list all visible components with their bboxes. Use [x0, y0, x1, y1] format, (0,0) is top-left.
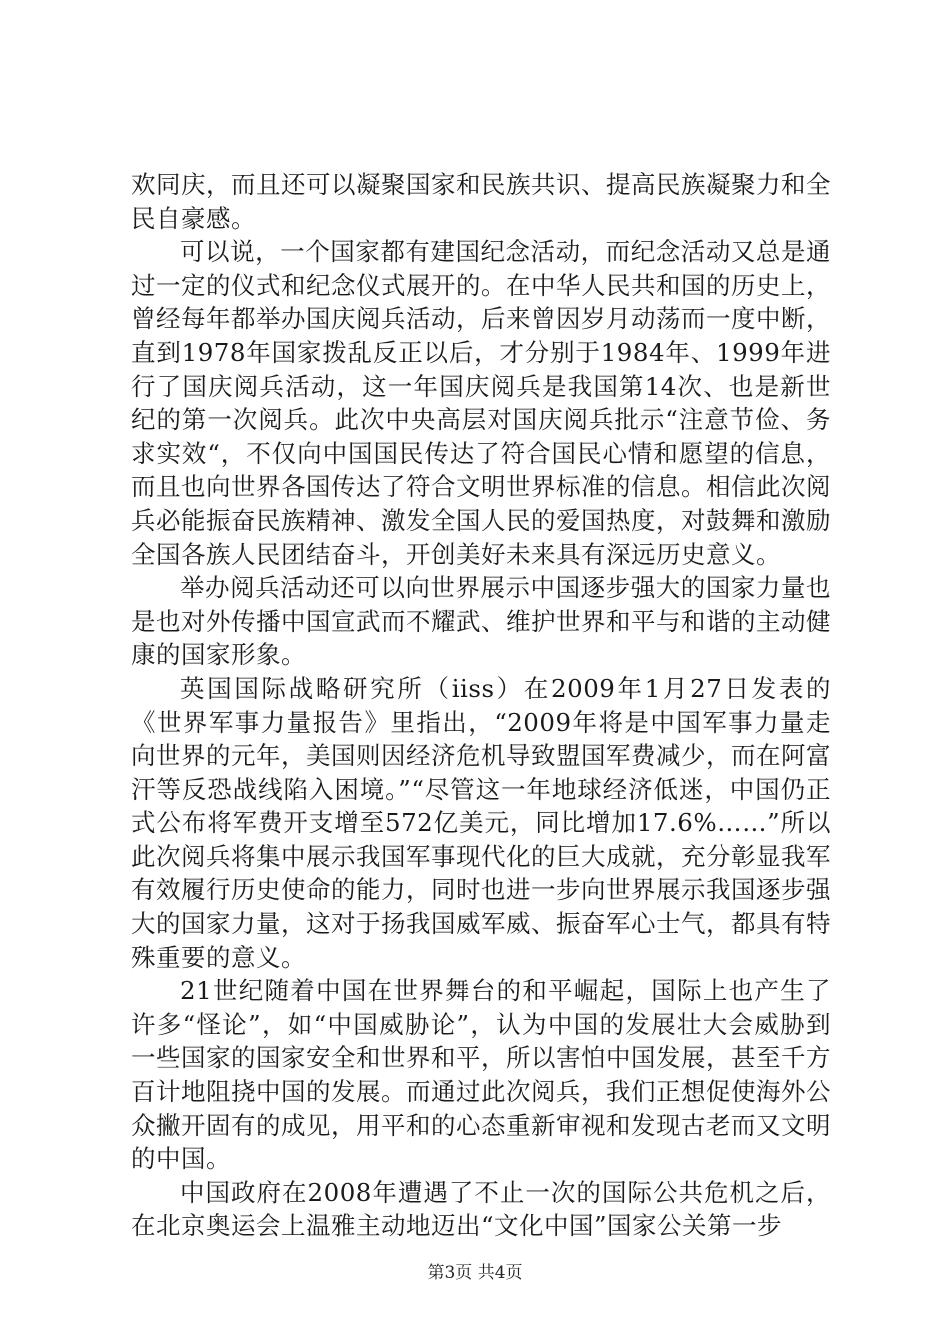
- page-footer: [0, 1262, 950, 1284]
- paragraph-national-commemoration: 可以说，一个国家都有建国纪念活动，而纪念活动又总是通过一定的仪式和纪念仪式展开的。在中华人民共和国的历史上，曾经每年都举办国庆阅兵活动，后来曾因岁月动荡而一度中断，直到1978年国家拨乱反正以后，才分别于1984年、1999年进行了国庆阅兵活动，这一年国庆阅兵是我国第14次、也是新世纪的第一次阅兵。此次中央高层对国庆阅兵批示“注意节俭、务求实效“，不仅向中国国民传达了符合国民心情和愿望的信息，而且也向世界各国传达了符合文明世界标准的信息。相信此次阅兵必能振奋民族精神、激发全国人民的爱国热度，对鼓舞和激励全国各族人民团结奋斗，开创美好未来具有深远历史意义。: [131, 237, 831, 569]
- document-body: [131, 168, 831, 1243]
- page-number-label: 第3页 共4页: [427, 1263, 523, 1283]
- paragraph-olympics: 中国政府在2008年遭遇了不止一次的国际公共危机之后，在北京奥运会上温雅主动地迈出“文化中国”国家公关第一步: [131, 1177, 831, 1241]
- paragraph-continued: 欢同庆，而且还可以凝聚国家和民族共识、提高民族凝聚力和全民自豪感。: [131, 170, 831, 233]
- paragraph-national-strength: 举办阅兵活动还可以向世界展示中国逐步强大的国家力量也是也对外传播中国宣武而不耀武、维护世界和平与和谐的主动健康的国家形象。: [131, 573, 831, 670]
- paragraph-china-threat-theory: 21世纪随着中国在世界舞台的和平崛起，国际上也产生了许多“怪论”，如“中国威胁论”，认为中国的发展壮大会威胁到一些国家的国家安全和世界和平，所以害怕中国发展，甚至千方百计地阻挠中国的发展。而通过此次阅兵，我们正想促使海外公众撇开固有的成见，用平和的心态重新审视和发现古老而又文明的中国。: [131, 976, 831, 1174]
- paragraph-iiss-report: 英国国际战略研究所（iiss）在2009年1月27日发表的《世界军事力量报告》里指出，“2009年将是中国军事力量走向世界的元年，美国则因经济危机导致盟国军费减少，而在阿富汗等反恐战线陷入困境。”“尽管这一年地球经济低迷，中国仍正式公布将军费开支增至572亿美元，同比增加17.6%……”所以此次阅兵将集中展示我国军事现代化的巨大成就，充分彰显我军有效履行历史使命的能力，同时也进一步向世界展示我国逐步强大的国家力量，这对于扬我国威军威、振奋军心士气，都具有特殊重要的意义。: [131, 673, 831, 972]
